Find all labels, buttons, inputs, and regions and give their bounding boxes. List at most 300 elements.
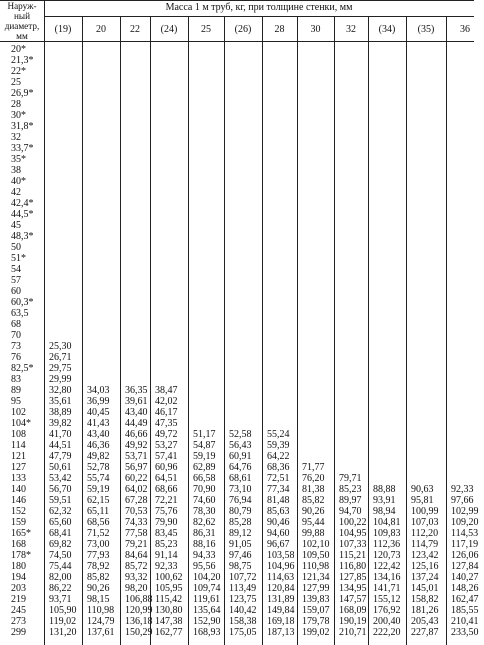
mass-cell: 78,92: [87, 561, 110, 572]
mass-cell: 93,71: [49, 594, 72, 605]
mass-cell: 67,28: [125, 495, 148, 506]
mass-cell: 68,61: [229, 473, 252, 484]
column-divider: [188, 16, 189, 645]
mass-cell: 176,92: [373, 605, 401, 616]
mass-cell: 68,56: [87, 517, 110, 528]
mass-cell: 88,16: [193, 539, 216, 550]
mass-cell: 233,50: [451, 627, 479, 638]
mass-cell: 47,79: [49, 451, 72, 462]
wall-thickness-header: 28: [274, 24, 285, 35]
mass-cell: 115,42: [155, 594, 183, 605]
mass-cell: 39,82: [49, 418, 72, 429]
mass-cell: 158,38: [229, 616, 257, 627]
wall-thickness-header: (34): [378, 24, 396, 35]
mass-cell: 104,96: [267, 561, 295, 572]
mass-cell: 73,00: [87, 539, 110, 550]
outer-diameter-cell: 152: [11, 506, 26, 517]
mass-cell: 77,34: [267, 484, 290, 495]
mass-cell: 114,53: [451, 528, 479, 539]
mass-cell: 119,02: [49, 616, 77, 627]
outer-diameter-cell: 63,5: [11, 308, 29, 319]
mass-cell: 100,62: [155, 572, 183, 583]
mass-cell: 60,91: [229, 451, 252, 462]
mass-cell: 81,38: [302, 484, 325, 495]
mass-cell: 134,95: [339, 583, 367, 594]
mass-cell: 49,82: [87, 451, 110, 462]
mass-cell: 97,66: [451, 495, 474, 506]
mass-cell: 73,10: [229, 484, 252, 495]
outer-diameter-cell: 28: [11, 99, 21, 110]
mass-cell: 227,87: [411, 627, 439, 638]
outer-diameter-cell: 54: [11, 264, 21, 275]
column-divider: [224, 16, 225, 645]
mass-cell: 120,73: [373, 550, 401, 561]
column-divider: [120, 16, 121, 645]
mass-cell: 109,83: [373, 528, 401, 539]
mass-cell: 140,27: [451, 572, 479, 583]
mass-cell: 107,03: [411, 517, 439, 528]
mass-cell: 62,32: [49, 506, 72, 517]
mass-cell: 107,33: [339, 539, 367, 550]
wall-thickness-header: 36: [460, 24, 470, 35]
mass-cell: 84,64: [125, 550, 148, 561]
mass-cell: 114,79: [411, 539, 439, 550]
mass-cell: 53,71: [125, 451, 148, 462]
mass-cell: 74,50: [49, 550, 72, 561]
mass-cell: 147,57: [339, 594, 367, 605]
mass-cell: 123,42: [411, 550, 439, 561]
mass-cell: 72,21: [155, 495, 178, 506]
mass-cell: 137,24: [411, 572, 439, 583]
outer-diameter-header: [0, 0, 44, 42]
mass-cell: 210,41: [451, 616, 479, 627]
mass-cell: 75,44: [49, 561, 72, 572]
outer-diameter-cell: 70: [11, 330, 21, 341]
mass-cell: 46,66: [125, 429, 148, 440]
mass-cell: 100,22: [339, 517, 367, 528]
mass-cell: 54,87: [193, 440, 216, 451]
mass-cell: 85,23: [339, 484, 362, 495]
mass-cell: 41,70: [49, 429, 72, 440]
mass-cell: 25,30: [49, 341, 72, 352]
mass-cell: 41,43: [87, 418, 110, 429]
wall-thickness-header: (24): [160, 24, 178, 35]
mass-cell: 105,95: [155, 583, 183, 594]
mass-cell: 179,78: [302, 616, 330, 627]
mass-cell: 210,71: [339, 627, 367, 638]
mass-cell: 127,99: [302, 583, 330, 594]
mass-cell: 137,61: [87, 627, 115, 638]
mass-cell: 29,75: [49, 363, 72, 374]
mass-cell: 56,70: [49, 484, 72, 495]
mass-cell: 123,75: [229, 594, 257, 605]
mass-cell: 115,21: [339, 550, 367, 561]
mass-cell: 55,24: [267, 429, 290, 440]
mass-cell: 85,23: [155, 539, 178, 550]
mass-cell: 95,81: [411, 495, 434, 506]
outer-diameter-cell: 60: [11, 286, 21, 297]
outer-diameter-header-line: ный: [13, 11, 30, 21]
outer-diameter-cell: 42: [11, 187, 21, 198]
outer-diameter-cell: 20*: [11, 44, 26, 55]
mass-cell: 109,74: [193, 583, 221, 594]
outer-diameter-cell: 127: [11, 462, 26, 473]
mass-cell: 59,19: [193, 451, 216, 462]
mass-cell: 62,15: [87, 495, 110, 506]
mass-cell: 205,43: [411, 616, 439, 627]
column-divider: [334, 16, 335, 645]
outer-diameter-cell: 48,3*: [11, 231, 34, 242]
mass-cell: 86,31: [193, 528, 216, 539]
column-divider: [446, 16, 447, 645]
column-divider: [262, 16, 263, 645]
outer-diameter-cell: 133: [11, 473, 26, 484]
outer-diameter-cell: 33,7*: [11, 143, 34, 154]
outer-diameter-cell: 30*: [11, 110, 26, 121]
outer-diameter-cell: 51*: [11, 253, 26, 264]
mass-cell: 64,76: [229, 462, 252, 473]
mass-cell: 70,90: [193, 484, 216, 495]
mass-cell: 38,89: [49, 407, 72, 418]
mass-cell: 77,93: [87, 550, 110, 561]
mass-cell: 66,58: [193, 473, 216, 484]
mass-cell: 162,77: [155, 627, 183, 638]
mass-cell: 62,89: [193, 462, 216, 473]
mass-cell: 52,58: [229, 429, 252, 440]
mass-cell: 85,28: [229, 517, 252, 528]
mass-cell: 65,11: [87, 506, 110, 517]
mass-cell: 114,63: [267, 572, 295, 583]
outer-diameter-cell: 102: [11, 407, 26, 418]
mass-cell: 64,22: [267, 451, 290, 462]
mass-cell: 56,97: [125, 462, 148, 473]
mass-cell: 72,51: [267, 473, 290, 484]
mass-cell: 52,78: [87, 462, 110, 473]
mass-cell: 104,95: [339, 528, 367, 539]
outer-diameter-cell: 31,8*: [11, 121, 34, 132]
outer-diameter-cell: 299: [11, 627, 26, 638]
outer-diameter-cell: 35*: [11, 154, 26, 165]
mass-cell: 81,48: [267, 495, 290, 506]
mass-cell: 49,92: [125, 440, 148, 451]
mass-cell: 77,58: [125, 528, 148, 539]
mass-cell: 80,79: [229, 506, 252, 517]
mass-cell: 100,99: [411, 506, 439, 517]
outer-diameter-cell: 219: [11, 594, 26, 605]
mass-cell: 120,84: [267, 583, 295, 594]
outer-diameter-cell: 89: [11, 385, 21, 396]
outer-diameter-cell: 114: [11, 440, 26, 451]
mass-cell: 110,98: [302, 561, 330, 572]
outer-diameter-cell: 44,5*: [11, 209, 34, 220]
mass-cell: 98,20: [125, 583, 148, 594]
mass-cell: 85,82: [302, 495, 325, 506]
outer-diameter-cell: 180: [11, 561, 26, 572]
mass-cell: 131,20: [49, 627, 77, 638]
mass-cell: 71,52: [87, 528, 110, 539]
mass-cell: 98,94: [373, 506, 396, 517]
outer-diameter-cell: 146: [11, 495, 26, 506]
mass-cell: 119,61: [193, 594, 221, 605]
mass-cell: 59,19: [87, 484, 110, 495]
column-divider: [368, 16, 369, 645]
mass-cell: 34,03: [87, 385, 110, 396]
mass-cell: 168,93: [193, 627, 221, 638]
mass-cell: 83,45: [155, 528, 178, 539]
mass-cell: 94,33: [193, 550, 216, 561]
mass-cell: 68,36: [267, 462, 290, 473]
outer-diameter-cell: 21,3*: [11, 55, 34, 66]
mass-cell: 92,33: [451, 484, 474, 495]
outer-diameter-cell: 178*: [11, 550, 31, 561]
mass-cell: 152,90: [193, 616, 221, 627]
mass-cell: 82,00: [49, 572, 72, 583]
mass-cell: 116,80: [339, 561, 367, 572]
mass-cell: 64,51: [155, 473, 178, 484]
outer-diameter-cell: 245: [11, 605, 26, 616]
mass-cell: 76,94: [229, 495, 252, 506]
mass-cell: 76,20: [302, 473, 325, 484]
mass-cell: 91,05: [229, 539, 252, 550]
mass-cell: 95,44: [302, 517, 325, 528]
mass-cell: 99,88: [302, 528, 325, 539]
mass-cell: 93,32: [125, 572, 148, 583]
mass-cell: 59,39: [267, 440, 290, 451]
mass-cell: 88,88: [373, 484, 396, 495]
mass-cell: 140,42: [229, 605, 257, 616]
mass-cell: 47,35: [155, 418, 178, 429]
outer-diameter-cell: 95: [11, 396, 21, 407]
mass-header-title: Масса 1 м труб, кг, при толщине стенки, мм: [165, 2, 353, 13]
mass-cell: 96,67: [267, 539, 290, 550]
mass-cell: 40,45: [87, 407, 110, 418]
outer-diameter-cell: 203: [11, 583, 26, 594]
mass-cell: 95,56: [193, 561, 216, 572]
mass-cell: 92,33: [155, 561, 178, 572]
mass-cell: 29,99: [49, 374, 72, 385]
mass-cell: 148,26: [451, 583, 479, 594]
column-divider: [297, 16, 298, 645]
mass-cell: 64,02: [125, 484, 148, 495]
mass-cell: 46,17: [155, 407, 178, 418]
mass-cell: 169,18: [267, 616, 295, 627]
mass-cell: 90,26: [87, 583, 110, 594]
outer-diameter-header-line: мм: [16, 31, 28, 41]
mass-cell: 104,81: [373, 517, 401, 528]
outer-diameter-cell: 22*: [11, 66, 26, 77]
outer-diameter-cell: 40*: [11, 176, 26, 187]
mass-cell: 155,12: [373, 594, 401, 605]
mass-cell: 113,49: [229, 583, 257, 594]
mass-cell: 126,06: [451, 550, 479, 561]
mass-cell: 85,72: [125, 561, 148, 572]
outer-diameter-cell: 25: [11, 77, 21, 88]
outer-diameter-cell: 108: [11, 429, 26, 440]
outer-diameter-cell: 57: [11, 275, 21, 286]
outer-diameter-cell: 76: [11, 352, 21, 363]
mass-cell: 56,43: [229, 440, 252, 451]
mass-cell: 130,80: [155, 605, 183, 616]
mass-cell: 98,15: [87, 594, 110, 605]
mass-cell: 122,42: [373, 561, 401, 572]
mass-cell: 60,22: [125, 473, 148, 484]
mass-cell: 90,46: [267, 517, 290, 528]
outer-diameter-cell: 140: [11, 484, 26, 495]
mass-cell: 44,51: [49, 440, 72, 451]
mass-cell: 181,26: [411, 605, 439, 616]
mass-cell: 190,19: [339, 616, 367, 627]
mass-cell: 78,30: [193, 506, 216, 517]
mass-cell: 71,77: [302, 462, 325, 473]
mass-cell: 70,53: [125, 506, 148, 517]
mass-cell: 112,20: [411, 528, 439, 539]
wall-thickness-header: (26): [234, 24, 252, 35]
mass-cell: 36,99: [87, 396, 110, 407]
mass-cell: 159,07: [302, 605, 330, 616]
mass-cell: 187,13: [267, 627, 295, 638]
mass-cell: 109,20: [451, 517, 479, 528]
mass-cell: 79,21: [125, 539, 148, 550]
outer-diameter-cell: 38: [11, 165, 21, 176]
mass-cell: 79,90: [155, 517, 178, 528]
mass-cell: 199,02: [302, 627, 330, 638]
mass-cell: 120,99: [125, 605, 153, 616]
mass-cell: 93,91: [373, 495, 396, 506]
mass-cell: 94,70: [339, 506, 362, 517]
mass-cell: 55,74: [87, 473, 110, 484]
column-divider: [82, 16, 83, 645]
mass-cell: 149,84: [267, 605, 295, 616]
mass-cell: 110,98: [87, 605, 115, 616]
outer-diameter-cell: 194: [11, 572, 26, 583]
mass-cell: 57,41: [155, 451, 178, 462]
mass-cell: 50,61: [49, 462, 72, 473]
outer-diameter-cell: 83: [11, 374, 21, 385]
mass-cell: 158,82: [411, 594, 439, 605]
mass-cell: 103,58: [267, 550, 295, 561]
outer-diameter-cell: 50: [11, 242, 21, 253]
outer-diameter-cell: 159: [11, 517, 26, 528]
wall-thickness-header: (35): [417, 24, 435, 35]
mass-cell: 134,16: [373, 572, 401, 583]
mass-cell: 112,36: [373, 539, 401, 550]
mass-cell: 26,71: [49, 352, 72, 363]
mass-cell: 90,63: [411, 484, 434, 495]
mass-cell: 51,17: [193, 429, 216, 440]
outer-diameter-cell: 104*: [11, 418, 31, 429]
outer-diameter-cell: 73: [11, 341, 21, 352]
mass-cell: 65,60: [49, 517, 72, 528]
column-divider: [406, 16, 407, 645]
outer-diameter-cell: 121: [11, 451, 26, 462]
mass-cell: 85,82: [87, 572, 110, 583]
mass-cell: 68,66: [155, 484, 178, 495]
mass-cell: 91,14: [155, 550, 178, 561]
mass-cell: 168,09: [339, 605, 367, 616]
mass-cell: 200,40: [373, 616, 401, 627]
mass-cell: 43,40: [87, 429, 110, 440]
outer-diameter-cell: 60,3*: [11, 297, 34, 308]
mass-cell: 175,05: [229, 627, 257, 638]
mass-cell: 127,84: [451, 561, 479, 572]
mass-cell: 42,02: [155, 396, 178, 407]
mass-cell: 46,36: [87, 440, 110, 451]
mass-cell: 44,49: [125, 418, 148, 429]
mass-cell: 145,01: [411, 583, 439, 594]
mass-cell: 135,64: [193, 605, 221, 616]
column-divider: [44, 0, 45, 645]
mass-cell: 49,72: [155, 429, 178, 440]
mass-cell: 102,10: [302, 539, 330, 550]
mass-cell: 136,18: [125, 616, 153, 627]
mass-cell: 68,41: [49, 528, 72, 539]
wall-thickness-header: (19): [54, 24, 72, 35]
mass-cell: 90,26: [302, 506, 325, 517]
mass-cell: 147,38: [155, 616, 183, 627]
mass-cell: 127,85: [339, 572, 367, 583]
mass-cell: 102,99: [451, 506, 479, 517]
outer-diameter-cell: 168: [11, 539, 26, 550]
mass-cell: 139,83: [302, 594, 330, 605]
mass-cell: 107,72: [229, 572, 257, 583]
mass-cell: 59,51: [49, 495, 72, 506]
mass-cell: 121,34: [302, 572, 330, 583]
wall-thickness-header: 30: [310, 24, 321, 35]
outer-diameter-header-line: диаметр,: [4, 21, 40, 31]
mass-cell: 162,47: [451, 594, 479, 605]
outer-diameter-cell: 42,4*: [11, 198, 34, 209]
mass-cell: 79,71: [339, 473, 362, 484]
outer-diameter-header-line: Наруж-: [7, 1, 37, 11]
mass-cell: 60,96: [155, 462, 178, 473]
mass-cell: 150,29: [125, 627, 153, 638]
mass-cell: 109,50: [302, 550, 330, 561]
wall-thickness-header: 25: [201, 24, 211, 35]
wall-thickness-header: 22: [130, 24, 140, 35]
mass-cell: 94,60: [267, 528, 290, 539]
outer-diameter-cell: 32: [11, 132, 21, 143]
mass-cell: 98,75: [229, 561, 252, 572]
column-divider: [150, 16, 151, 645]
outer-diameter-cell: 68: [11, 319, 21, 330]
mass-cell: 89,97: [339, 495, 362, 506]
mass-cell: 222,20: [373, 627, 401, 638]
mass-cell: 185,55: [451, 605, 479, 616]
mass-cell: 82,62: [193, 517, 216, 528]
outer-diameter-cell: 273: [11, 616, 26, 627]
mass-cell: 85,63: [267, 506, 290, 517]
mass-cell: 124,79: [87, 616, 115, 627]
mass-cell: 141,71: [373, 583, 401, 594]
mass-cell: 35,61: [49, 396, 72, 407]
outer-diameter-cell: 26,9*: [11, 88, 34, 99]
mass-cell: 89,12: [229, 528, 252, 539]
wall-thickness-header: 20: [96, 24, 106, 35]
mass-cell: 75,76: [155, 506, 178, 517]
mass-cell: 117,19: [451, 539, 479, 550]
mass-cell: 125,16: [411, 561, 439, 572]
mass-cell: 39,61: [125, 396, 148, 407]
mass-cell: 32,80: [49, 385, 72, 396]
mass-cell: 53,42: [49, 473, 72, 484]
mass-cell: 106,88: [125, 594, 153, 605]
mass-cell: 74,60: [193, 495, 216, 506]
outer-diameter-cell: 165*: [11, 528, 31, 539]
mass-cell: 38,47: [155, 385, 178, 396]
mass-cell: 131,89: [267, 594, 295, 605]
mass-cell: 43,40: [125, 407, 148, 418]
wall-thickness-header: 32: [346, 24, 356, 35]
